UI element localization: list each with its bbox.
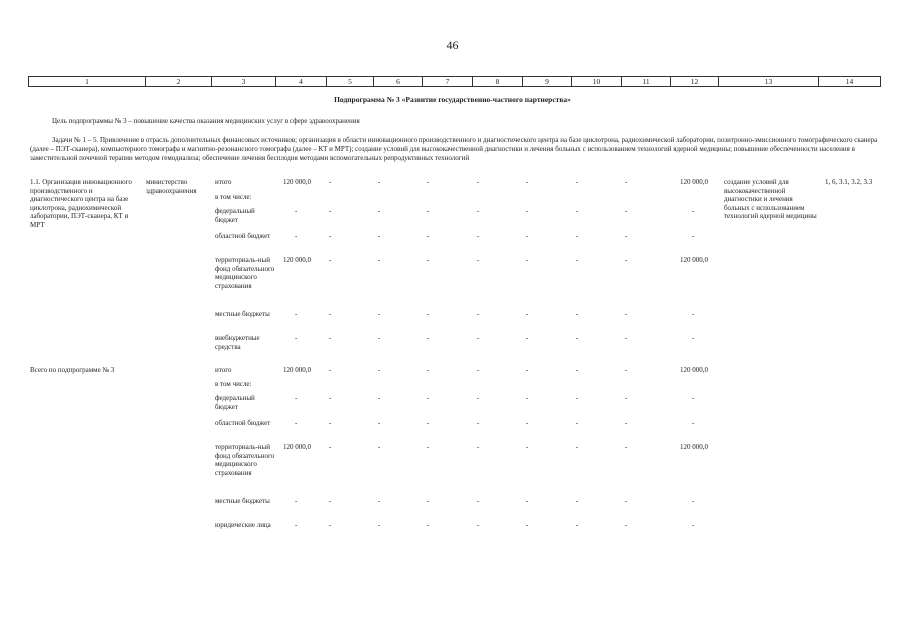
funding-total: 120 000,0 [283,443,311,451]
funding-year-dash: - [426,443,430,451]
header-col-8: 8 [473,77,523,87]
funding-year-dash: - [525,521,529,529]
funding-last-year: 120 000,0 [680,443,708,451]
funding-year-dash: - [328,334,332,342]
page-number: 46 [446,38,459,52]
funding-year-dash: - [328,443,332,451]
funding-year-dash: - [377,521,381,529]
header-col-13: 13 [719,77,819,87]
funding-year-dash: - [624,178,628,186]
funding-year-dash: - [476,256,480,264]
header-col-11: 11 [622,77,671,87]
funding-year-dash: - [426,256,430,264]
funding-year-dash: - [624,394,628,402]
funding-year-dash: - [426,497,430,505]
funding-total: - [295,232,298,240]
header-col-4: 4 [276,77,327,87]
funding-year-dash: - [624,497,628,505]
funding-year-dash: - [328,366,332,374]
funding-year-dash: - [377,310,381,318]
funding-total: - [295,207,298,215]
funding-year-dash: - [624,207,628,215]
funding-year-dash: - [328,394,332,402]
funding-year-dash: - [377,366,381,374]
funding-year-dash: - [624,232,628,240]
funding-year-dash: - [575,256,579,264]
funding-year-dash: - [377,232,381,240]
funding-source: местные бюджеты [215,497,270,505]
funding-source: внебюджетные средства [215,334,260,351]
subprogram-title: Подпрограмма № 3 «Развитие государственно-частного партнерства» [334,95,571,104]
funding-total: - [295,521,298,529]
indicator-numbers: 1, 6, 3.1, 3.2, 3.3 [825,178,873,186]
funding-year-dash: - [575,366,579,374]
funding-year-dash: - [328,232,332,240]
funding-year-dash: - [328,497,332,505]
funding-year-dash: - [575,394,579,402]
funding-source: областной бюджет [215,232,271,240]
funding-last-year: 120 000,0 [680,256,708,264]
funding-year-dash: - [476,521,480,529]
funding-year-dash: - [377,394,381,402]
funding-year-dash: - [328,521,332,529]
funding-last-year: - [692,334,695,342]
event-name: 1.1. Организация инновационного производственного и диагностического центра на базе циклотрона, радиохимической лаборатории, ПЭТ-сканера, КТ и МРТ [30,178,132,229]
funding-year-dash: - [575,443,579,451]
executor: министерство здравоохранения [146,178,197,195]
funding-year-dash: - [575,497,579,505]
funding-year-dash: - [426,521,430,529]
funding-year-dash: - [328,310,332,318]
funding-last-year: - [692,521,695,529]
funding-year-dash: - [525,394,529,402]
funding-year-dash: - [426,334,430,342]
header-col-6: 6 [374,77,423,87]
funding-last-year: - [692,207,695,215]
funding-last-year: - [692,232,695,240]
funding-total: 120 000,0 [283,256,311,264]
funding-last-year: - [692,394,695,402]
funding-year-dash: - [476,443,480,451]
column-number-header [28,76,881,87]
header-col-10: 10 [572,77,622,87]
funding-year-dash: - [624,521,628,529]
funding-year-dash: - [377,443,381,451]
funding-last-year: 120 000,0 [680,178,708,186]
funding-year-dash: - [525,497,529,505]
header-col-3: 3 [212,77,276,87]
funding-year-dash: - [426,366,430,374]
funding-year-dash: - [525,419,529,427]
header-col-2: 2 [146,77,212,87]
subprogram-tasks: Задачи № 1 – 5. Привлечение в отрасль дополнительных финансовых источников; организация в области инновационного производственного и диагностического центра на базе циклотрона, радиохимической лаборатории, позитронно-эмиссионного томографического сканера (далее – ПЭТ-сканера), компьютерного томографа и магнитно-резонансного томографа (далее – КТ и МРТ); создание условий для высококачественной диагностики и лечения больных с использованием технологий ядерной медицины; повышение обеспеченности населения в заместительной почечной терапии методом гемодиализа; обеспечение лечения бесплодия методами вспомогательных репродуктивных технологий [30,136,878,162]
funding-year-dash: - [525,256,529,264]
funding-source: итого [215,366,232,374]
funding-total: - [295,497,298,505]
funding-source: местные бюджеты [215,310,270,318]
funding-year-dash: - [575,521,579,529]
funding-year-dash: - [377,419,381,427]
funding-year-dash: - [476,232,480,240]
funding-last-year: - [692,497,695,505]
funding-year-dash: - [476,310,480,318]
funding-year-dash: - [328,256,332,264]
funding-source: федеральный бюджет [215,394,255,411]
funding-year-dash: - [525,366,529,374]
funding-year-dash: - [476,419,480,427]
header-col-9: 9 [523,77,572,87]
funding-year-dash: - [328,178,332,186]
funding-source: территориаль-ный фонд обязательного медицинского страхования [215,256,275,290]
funding-year-dash: - [328,419,332,427]
funding-year-dash: - [525,178,529,186]
funding-total: - [295,394,298,402]
expected-result: создание условий для высококачественной диагностики и лечения больных с использованием технологий ядерной медицины [724,178,817,220]
funding-year-dash: - [525,207,529,215]
funding-year-dash: - [426,232,430,240]
funding-last-year: - [692,419,695,427]
funding-year-dash: - [624,310,628,318]
funding-year-dash: - [377,256,381,264]
funding-year-dash: - [575,334,579,342]
funding-year-dash: - [575,419,579,427]
funding-source: итого [215,178,232,186]
header-col-5: 5 [327,77,374,87]
funding-year-dash: - [575,207,579,215]
funding-year-dash: - [426,178,430,186]
funding-year-dash: - [426,310,430,318]
funding-source: областной бюджет [215,419,271,427]
funding-year-dash: - [575,310,579,318]
funding-year-dash: - [624,256,628,264]
funding-year-dash: - [525,334,529,342]
funding-year-dash: - [624,366,628,374]
funding-year-dash: - [624,443,628,451]
funding-year-dash: - [575,178,579,186]
header-col-1: 1 [29,77,146,87]
funding-year-dash: - [476,207,480,215]
funding-source: территориаль-ный фонд обязательного медицинского страхования [215,443,275,477]
funding-year-dash: - [377,178,381,186]
funding-year-dash: - [377,497,381,505]
funding-year-dash: - [476,394,480,402]
funding-source: в том числе: [215,380,252,388]
funding-year-dash: - [476,178,480,186]
funding-year-dash: - [525,443,529,451]
funding-year-dash: - [377,207,381,215]
header-col-12: 12 [671,77,719,87]
funding-year-dash: - [426,419,430,427]
subprogram-total-label: Всего по подпрограмме № 3 [30,366,115,374]
funding-year-dash: - [575,232,579,240]
funding-year-dash: - [624,419,628,427]
funding-total: 120 000,0 [283,366,311,374]
funding-year-dash: - [476,366,480,374]
funding-year-dash: - [426,394,430,402]
header-col-14: 14 [819,77,881,87]
header-col-7: 7 [423,77,473,87]
funding-total: 120 000,0 [283,178,311,186]
funding-year-dash: - [624,334,628,342]
funding-year-dash: - [525,232,529,240]
subprogram-goal: Цель подпрограммы № 3 – повышение качества оказания медицинских услуг в сфере здравоохранения [52,117,360,125]
funding-total: - [295,334,298,342]
funding-source: федеральный бюджет [215,207,255,224]
funding-year-dash: - [328,207,332,215]
funding-total: - [295,310,298,318]
funding-last-year: - [692,310,695,318]
funding-total: - [295,419,298,427]
funding-source: в том числе: [215,193,252,201]
funding-year-dash: - [426,207,430,215]
funding-year-dash: - [476,334,480,342]
funding-year-dash: - [525,310,529,318]
funding-last-year: 120 000,0 [680,366,708,374]
funding-year-dash: - [377,334,381,342]
funding-year-dash: - [476,497,480,505]
funding-source: юридические лица [215,521,271,529]
